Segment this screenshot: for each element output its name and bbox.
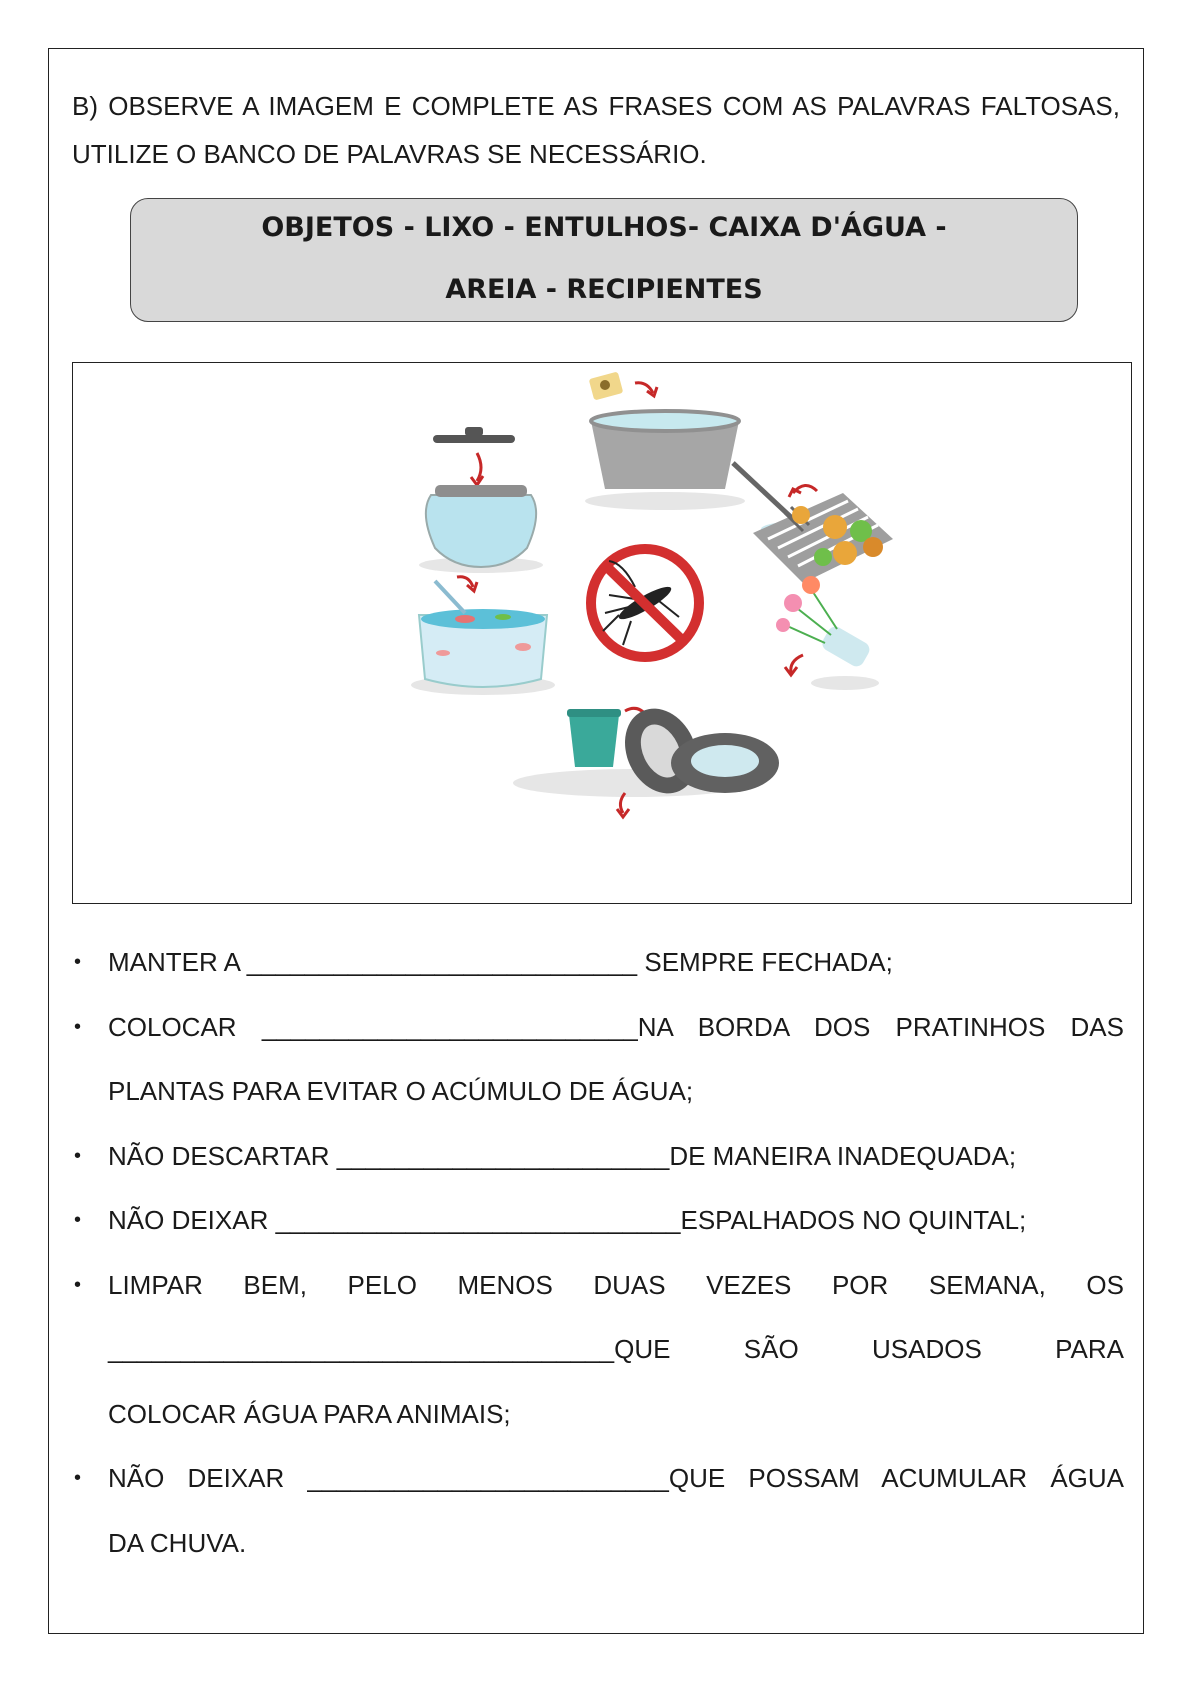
answer-blank[interactable]: ___________________________ (246, 947, 638, 977)
bullet-marker: • (74, 951, 82, 973)
sentence-3: • NÃO DESCARTAR _______________________DE MANEIRA INADEQUADA; (72, 1124, 1124, 1189)
fish-aquarium-icon (411, 577, 555, 695)
dengue-prevention-illustration (373, 363, 933, 903)
sentence-2-continuation: PLANTAS PARA EVITAR O ACÚMULO DE ÁGUA; (108, 1076, 694, 1106)
bullet-marker: • (74, 1273, 82, 1296)
sentence-5: • LIMPAR BEM, PELO MENOS DUAS VEZES POR SEMANA, OS (72, 1253, 1124, 1318)
bullet-marker: • (74, 1209, 82, 1231)
answer-blank[interactable]: ___________________________________ (108, 1334, 615, 1364)
answer-blank[interactable]: _________________________ (307, 1463, 669, 1493)
water-basin-icon (585, 371, 745, 510)
sentence-5-continuation: COLOCAR ÁGUA PARA ANIMAIS; (108, 1398, 511, 1429)
word-bank-line-1: OBJETOS - LIXO - ENTULHOS- CAIXA D'ÁGUA - (261, 212, 947, 243)
sentence-6: • NÃO DEIXAR _________________________QUE POSSAM ACUMULAR ÁGUA (72, 1446, 1124, 1511)
answer-blank[interactable]: _______________________ (336, 1140, 670, 1171)
flower-vase-icon (776, 576, 879, 690)
illustration-frame (72, 362, 1132, 904)
bullet-marker: • (74, 1467, 82, 1489)
sentence-2: • COLOCAR __________________________NA BORDA DOS PRATINHOS DAS (72, 995, 1124, 1060)
bullet-marker: • (74, 1015, 82, 1038)
sentence-6-continuation: DA CHUVA. (108, 1527, 247, 1558)
answer-blank[interactable]: __________________________ (261, 1011, 638, 1042)
drain-cleaning-icon (733, 463, 893, 583)
sentence-1: • MANTER A ___________________________ SEMPRE FECHADA; (72, 930, 1124, 995)
word-bank-line-2: AREIA - RECIPIENTES (445, 274, 763, 305)
covered-jar-icon (419, 427, 543, 573)
instructions: B) OBSERVE A IMAGEM E COMPLETE AS FRASES COM AS PALAVRAS FALTOSAS, UTILIZE O BANCO DE PALAVRAS SE NECESSÁRIO. (72, 91, 1120, 169)
bucket-and-tires-icon (513, 697, 779, 817)
word-bank (130, 198, 1078, 322)
answer-blank[interactable]: ____________________________ (275, 1205, 681, 1235)
no-mosquito-icon (591, 549, 699, 657)
bullet-marker: • (74, 1144, 82, 1167)
sentence-4: • NÃO DEIXAR ____________________________ESPALHADOS NO QUINTAL; (72, 1188, 1124, 1253)
fill-in-sentences (72, 930, 1124, 1575)
sentence-5-line-2: ___________________________________QUE SÃO USADOS PARA (108, 1334, 1124, 1364)
